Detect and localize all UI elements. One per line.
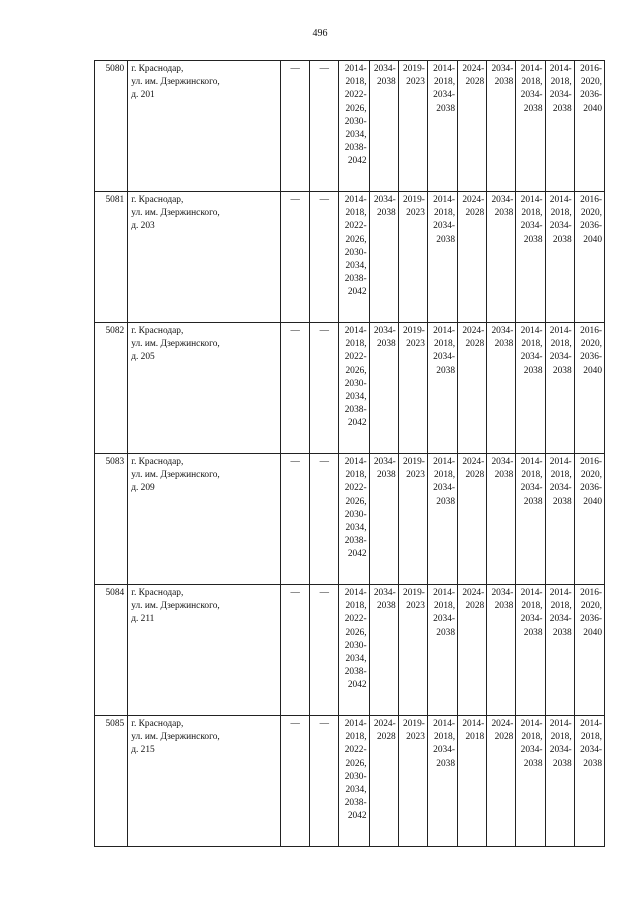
period-cell: 2024- 2028 bbox=[458, 585, 487, 716]
period-cell: 2034- 2038 bbox=[487, 61, 516, 192]
dash-cell: — bbox=[310, 61, 339, 192]
period-cell: 2014- 2018 bbox=[458, 716, 487, 847]
period-cell: 2019- 2023 bbox=[398, 716, 427, 847]
period-cell: 2034- 2038 bbox=[369, 192, 398, 323]
table-row bbox=[95, 585, 605, 716]
dash-cell: — bbox=[281, 454, 310, 585]
dash-cell: — bbox=[310, 323, 339, 454]
period-cell: 2016- 2020, 2036- 2040 bbox=[574, 454, 604, 585]
table-row bbox=[95, 61, 605, 192]
table-row bbox=[95, 323, 605, 454]
table-row bbox=[95, 192, 605, 323]
period-cell: 2016- 2020, 2036- 2040 bbox=[574, 585, 604, 716]
period-cell: 2014- 2018, 2034- 2038 bbox=[574, 716, 604, 847]
dash-cell: — bbox=[281, 585, 310, 716]
period-cell: 2014- 2018, 2034- 2038 bbox=[545, 192, 574, 323]
period-cell: 2014- 2018, 2034- 2038 bbox=[516, 454, 545, 585]
period-cell: 2014- 2018, 2034- 2038 bbox=[427, 192, 457, 323]
table-row bbox=[95, 716, 605, 847]
row-number: 5083 bbox=[95, 454, 128, 585]
dash-cell: — bbox=[281, 61, 310, 192]
period-cell: 2014- 2018, 2034- 2038 bbox=[427, 585, 457, 716]
dash-cell: — bbox=[310, 716, 339, 847]
row-number: 5085 bbox=[95, 716, 128, 847]
address-cell: г. Краснодар, ул. им. Дзержинского, д. 209 bbox=[128, 454, 281, 585]
period-cell: 2024- 2028 bbox=[458, 454, 487, 585]
row-number: 5084 bbox=[95, 585, 128, 716]
dash-cell: — bbox=[310, 454, 339, 585]
period-cell: 2034- 2038 bbox=[487, 585, 516, 716]
address-cell: г. Краснодар, ул. им. Дзержинского, д. 211 bbox=[128, 585, 281, 716]
period-cell: 2014- 2018, 2022- 2026, 2030- 2034, 2038- 2042 bbox=[339, 61, 369, 192]
period-cell: 2014- 2018, 2022- 2026, 2030- 2034, 2038- 2042 bbox=[339, 716, 369, 847]
dash-cell: — bbox=[281, 323, 310, 454]
period-cell: 2024- 2028 bbox=[458, 61, 487, 192]
period-cell: 2019- 2023 bbox=[398, 192, 427, 323]
period-cell: 2014- 2018, 2034- 2038 bbox=[427, 454, 457, 585]
period-cell: 2014- 2018, 2022- 2026, 2030- 2034, 2038- 2042 bbox=[339, 323, 369, 454]
period-cell: 2014- 2018, 2022- 2026, 2030- 2034, 2038- 2042 bbox=[339, 192, 369, 323]
period-cell: 2034- 2038 bbox=[369, 61, 398, 192]
period-cell: 2014- 2018, 2034- 2038 bbox=[516, 716, 545, 847]
period-cell: 2024- 2028 bbox=[487, 716, 516, 847]
row-number: 5080 bbox=[95, 61, 128, 192]
period-cell: 2014- 2018, 2022- 2026, 2030- 2034, 2038- 2042 bbox=[339, 585, 369, 716]
page-number: 496 bbox=[312, 28, 328, 39]
period-cell: 2034- 2038 bbox=[487, 454, 516, 585]
address-cell: г. Краснодар, ул. им. Дзержинского, д. 201 bbox=[128, 61, 281, 192]
period-cell: 2014- 2018, 2034- 2038 bbox=[545, 585, 574, 716]
period-cell: 2014- 2018, 2034- 2038 bbox=[545, 716, 574, 847]
period-cell: 2016- 2020, 2036- 2040 bbox=[574, 323, 604, 454]
dash-cell: — bbox=[281, 716, 310, 847]
period-cell: 2014- 2018, 2034- 2038 bbox=[545, 454, 574, 585]
period-cell: 2034- 2038 bbox=[487, 323, 516, 454]
period-cell: 2034- 2038 bbox=[487, 192, 516, 323]
repair-schedule-table bbox=[94, 60, 605, 847]
period-cell: 2014- 2018, 2034- 2038 bbox=[516, 192, 545, 323]
period-cell: 2014- 2018, 2034- 2038 bbox=[427, 61, 457, 192]
address-cell: г. Краснодар, ул. им. Дзержинского, д. 203 bbox=[128, 192, 281, 323]
dash-cell: — bbox=[281, 192, 310, 323]
period-cell: 2024- 2028 bbox=[458, 192, 487, 323]
period-cell: 2014- 2018, 2034- 2038 bbox=[545, 61, 574, 192]
row-number: 5081 bbox=[95, 192, 128, 323]
period-cell: 2014- 2018, 2034- 2038 bbox=[427, 716, 457, 847]
period-cell: 2016- 2020, 2036- 2040 bbox=[574, 61, 604, 192]
table-row bbox=[95, 454, 605, 585]
dash-cell: — bbox=[310, 585, 339, 716]
period-cell: 2019- 2023 bbox=[398, 454, 427, 585]
address-cell: г. Краснодар, ул. им. Дзержинского, д. 215 bbox=[128, 716, 281, 847]
period-cell: 2034- 2038 bbox=[369, 585, 398, 716]
period-cell: 2014- 2018, 2034- 2038 bbox=[427, 323, 457, 454]
dash-cell: — bbox=[310, 192, 339, 323]
period-cell: 2034- 2038 bbox=[369, 323, 398, 454]
period-cell: 2024- 2028 bbox=[458, 323, 487, 454]
address-cell: г. Краснодар, ул. им. Дзержинского, д. 205 bbox=[128, 323, 281, 454]
period-cell: 2014- 2018, 2034- 2038 bbox=[516, 585, 545, 716]
period-cell: 2019- 2023 bbox=[398, 61, 427, 192]
period-cell: 2024- 2028 bbox=[369, 716, 398, 847]
period-cell: 2014- 2018, 2034- 2038 bbox=[516, 61, 545, 192]
period-cell: 2014- 2018, 2022- 2026, 2030- 2034, 2038- 2042 bbox=[339, 454, 369, 585]
period-cell: 2019- 2023 bbox=[398, 585, 427, 716]
period-cell: 2016- 2020, 2036- 2040 bbox=[574, 192, 604, 323]
period-cell: 2014- 2018, 2034- 2038 bbox=[516, 323, 545, 454]
period-cell: 2014- 2018, 2034- 2038 bbox=[545, 323, 574, 454]
period-cell: 2019- 2023 bbox=[398, 323, 427, 454]
row-number: 5082 bbox=[95, 323, 128, 454]
period-cell: 2034- 2038 bbox=[369, 454, 398, 585]
